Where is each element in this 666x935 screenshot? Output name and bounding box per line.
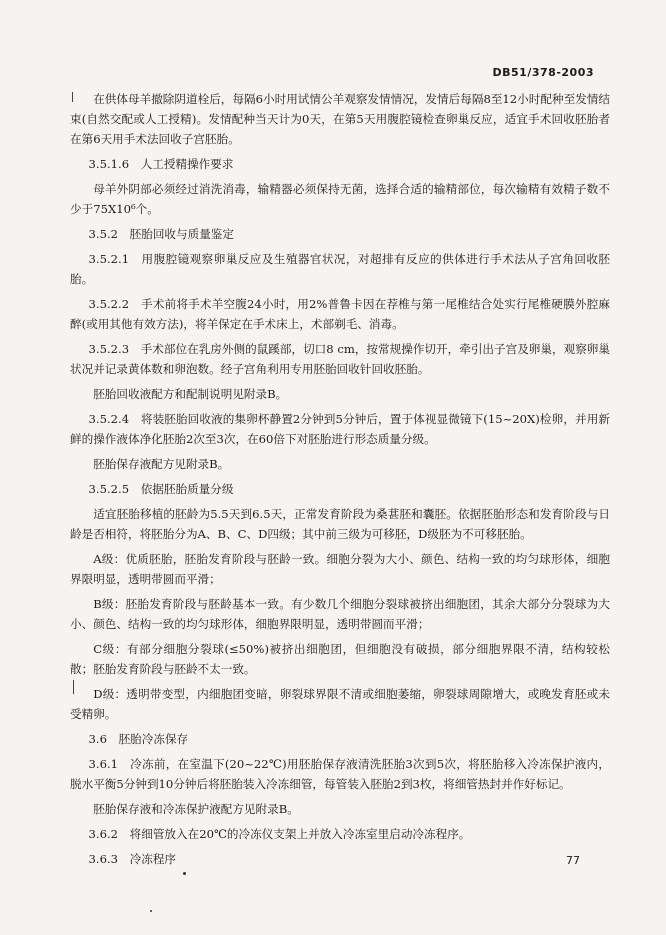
paragraph-grade-c: C级：有部分细胞分裂球(≤50%)被挤出细胞团，但细胞没有破损，部分细胞界限不清，结构较松散；胚胎发育阶段与胚龄不太一致。 <box>70 642 610 676</box>
section-heading-3-6-3: 3.6.3 冷冻程序 <box>88 852 177 866</box>
paragraph-freezing-fluid-note: 胚胎保存液和冷冻保护液配方见附录B。 <box>93 802 299 816</box>
section-heading-3-6: 3.6 胚胎冷冻保存 <box>88 732 189 746</box>
paragraph-embryo-grading: 适宜胚胎移植的胚龄为5.5天到6.5天，正常发育阶段为桑葚胚和囊胚。依据胚胎形态和发育阶段与日龄是否相符，将胚胎分为A、B、C、D四级；其中前三级为可移胚，D级胚为不可移胚胎。 <box>70 507 610 541</box>
document-body <box>70 89 610 874</box>
paragraph-grade-b: B级：胚胎发育阶段与胚龄基本一致。有少数几个细胞分裂球被挤出细胞团，其余大部分分裂球为大小、颜色、结构一致的均匀球形体，细胞界限明显，透明带圆而平滑； <box>70 597 610 631</box>
standard-code: DB51/378-2003 <box>492 66 594 79</box>
paragraph-3-5-2-3: 3.5.2.3 手术部位在乳房外侧的鼠蹊部，切口8 cm，按常规操作切开，牵引出子宫及卵巢，观察卵巢状况并记录黄体数和卵泡数。经子宫角利用专用胚胎回收针回收胚胎。 <box>70 342 610 376</box>
paragraph-recovery-fluid-note: 胚胎回收液配方和配制说明见附录B。 <box>93 387 288 401</box>
paragraph-3-5-2-1: 3.5.2.1 用腹腔镜观察卵巢反应及生殖器官状况，对超排有反应的供体进行手术法从子宫角回收胚胎。 <box>70 252 610 286</box>
scan-mark <box>72 92 73 102</box>
paragraph-3-6-1: 3.6.1 冷冻前，在室温下(20~22℃)用胚胎保存液清洗胚胎3次到5次，将胚胎移入冷冻保护液内，脱水平衡5分钟到10分钟后将胚胎装入冷冻细管，每管装入胚胎2到3枚，将细管热封并作好标记。 <box>70 757 610 791</box>
section-heading-3-5-1-6: 3.5.1.6 人工授精操作要求 <box>88 157 234 171</box>
section-heading-3-5-2-5: 3.5.2.5 依据胚胎质量分级 <box>88 482 234 496</box>
paragraph-preservation-fluid-note: 胚胎保存液配方见附录B。 <box>93 457 230 471</box>
paragraph-3-5-2-4: 3.5.2.4 将装胚胎回收液的集卵杯静置2分钟到5分钟后，置于体视显微镜下(15~20X)检卵，并用新鲜的操作液体净化胚胎2次至3次，在60倍下对胚胎进行形态质量分级。 <box>70 412 610 446</box>
paragraph-3-5-2-2: 3.5.2.2 手术前将手术羊空腹24小时，用2%普鲁卡因在荐椎与第一尾椎结合处实行尾椎硬膜外腔麻醉(或用其他有效方法)，将羊保定在手术床上，术部剃毛、消毒。 <box>70 297 610 331</box>
section-heading-3-5-2: 3.5.2 胚胎回收与质量鉴定 <box>88 227 234 241</box>
paragraph-estrus-detection: 在供体母羊撤除阴道栓后，每隔6小时用试情公羊观察发情情况，发情后每隔8至12小时配种至发情结束(自然交配或人工授精)。发情配种当天计为0天，在第5天用腹腔镜检查卵巢反应，适宜手术回收胚胎者在第6天用手术法回收子宫胚胎。 <box>70 92 610 146</box>
paragraph-grade-a: A级：优质胚胎，胚胎发育阶段与胚龄一致。细胞分裂为大小、颜色、结构一致的均匀球形体，细胞界限明显，透明带圆而平滑； <box>70 552 610 586</box>
page-number: 77 <box>566 854 580 867</box>
scan-speck <box>183 872 186 875</box>
scan-speck <box>150 910 152 912</box>
paragraph-3-6-2: 3.6.2 将细管放入在20℃的冷冻仪支架上并放入冷冻室里启动冷冻程序。 <box>88 827 471 841</box>
scan-mark <box>73 680 74 694</box>
paragraph-grade-d: D级：透明带变型，内细胞团变暗，卵裂球界限不清或细胞萎缩，卵裂球周隙增大，或晚发育胚或未受精卵。 <box>70 687 610 721</box>
paragraph-insemination: 母羊外阴部必须经过消洗消毒，输精器必须保持无菌，选择合适的输精部位，每次输精有效精子数不少于75X10⁶个。 <box>70 182 610 216</box>
